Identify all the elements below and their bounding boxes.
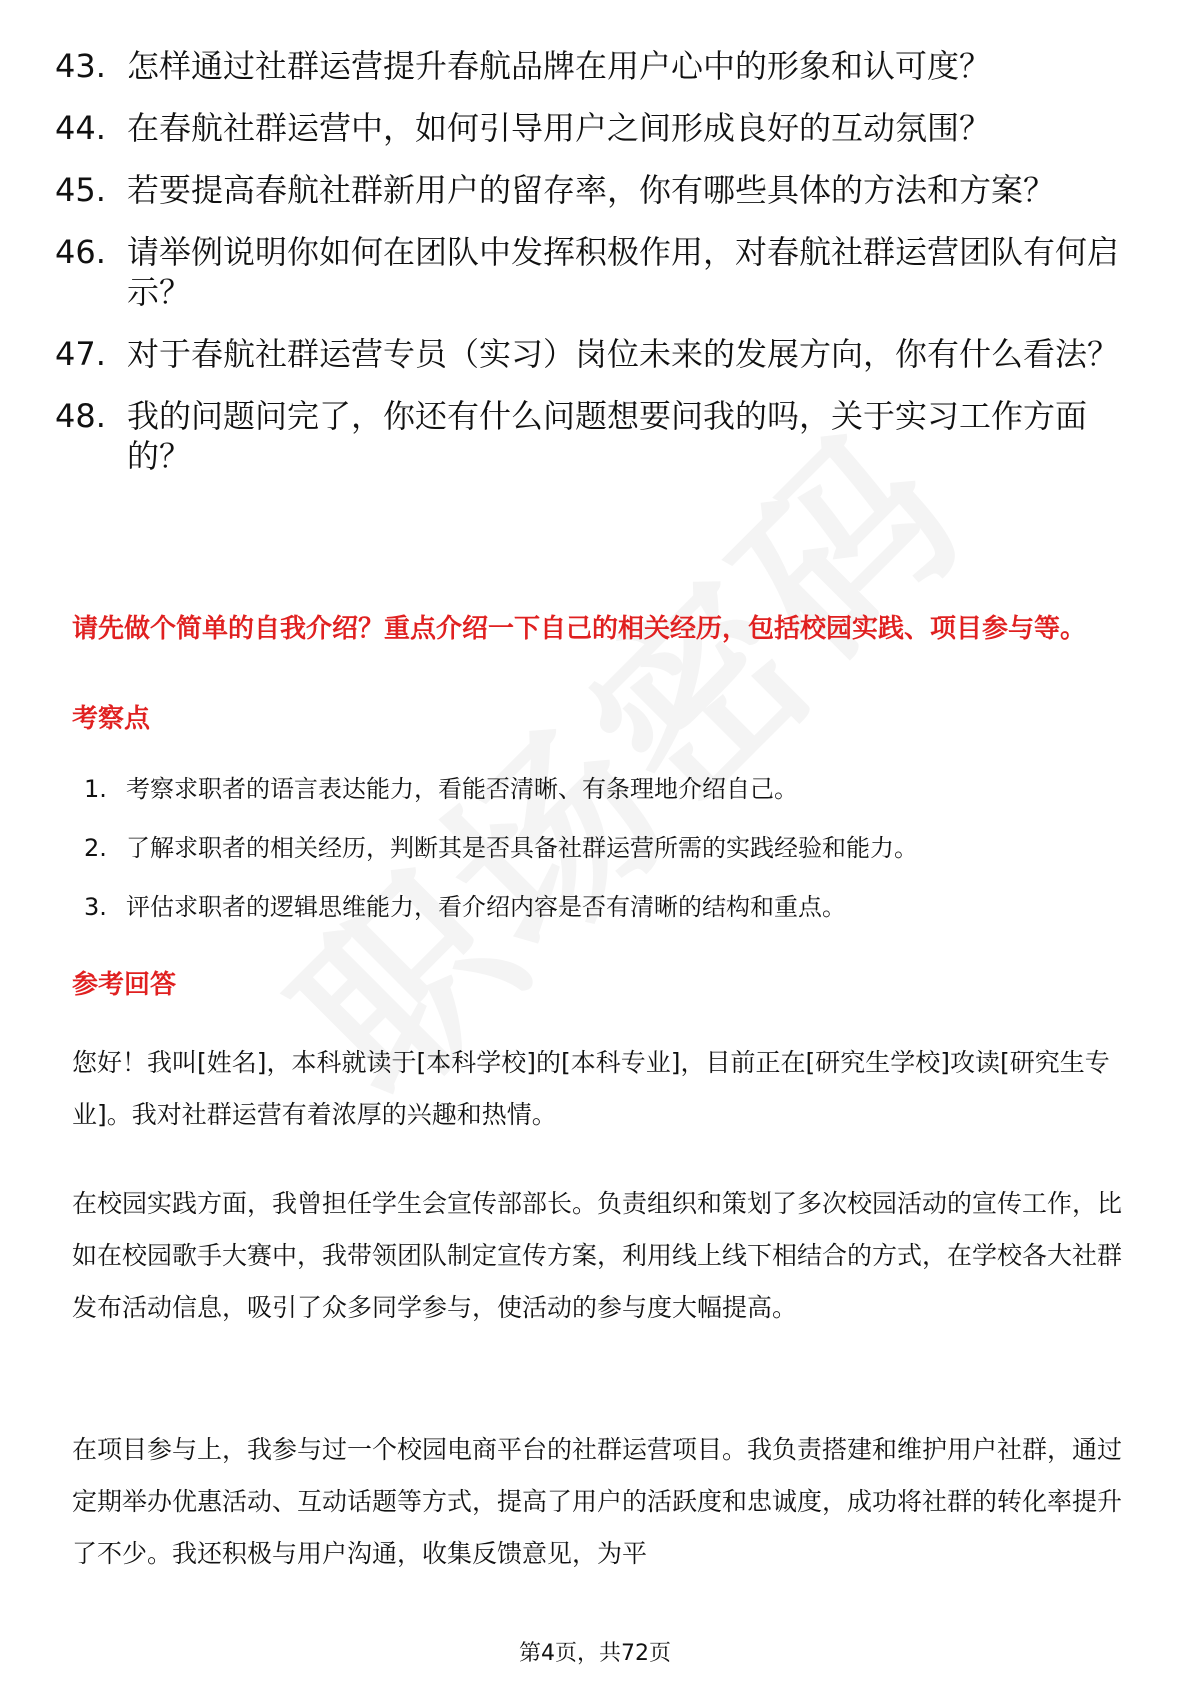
section-title-assessment: 考察点 xyxy=(72,704,151,734)
section-title-answer: 参考回答 xyxy=(72,970,177,1000)
question-list xyxy=(55,46,1125,498)
answer-paragraph: 在校园实践方面，我曾担任学生会宣传部部长。负责组织和策划了多次校园活动的宣传工作，比如在校园歌手大赛中，我带领团队制定宣传方案，利用线上线下相结合的方式，在学校各大社群发布活动信息，吸引了众多同学参与，使活动的参与度大幅提高。 xyxy=(72,1189,1123,1322)
point-number: 1. xyxy=(84,775,107,803)
question-text: 请举例说明你如何在团队中发挥积极作用，对春航社群运营团队有何启示？ xyxy=(127,233,1120,311)
interview-question-heading: 请先做个简单的自我介绍？重点介绍一下自己的相关经历，包括校园实践、项目参与等。 xyxy=(72,614,1087,644)
question-number: 47. xyxy=(55,335,106,373)
question-item xyxy=(55,108,1125,148)
point-text: 考察求职者的语言表达能力，看能否清晰、有条理地介绍自己。 xyxy=(126,775,798,803)
assessment-point xyxy=(84,831,1114,865)
point-number: 3. xyxy=(84,893,107,921)
question-text: 我的问题问完了，你还有什么问题想要问我的吗，关于实习工作方面的？ xyxy=(127,397,1088,475)
question-number: 45. xyxy=(55,171,106,209)
page-footer: 第4页，共72页 xyxy=(519,1641,671,1666)
question-item xyxy=(55,46,1125,86)
assessment-point-list xyxy=(84,772,1114,949)
question-number: 48. xyxy=(55,397,106,435)
question-item xyxy=(55,170,1125,210)
question-text: 若要提高春航社群新用户的留存率，你有哪些具体的方法和方案？ xyxy=(127,171,1056,209)
assessment-point xyxy=(84,890,1114,924)
question-item xyxy=(55,232,1125,312)
question-number: 46. xyxy=(55,233,106,271)
question-text: 在春航社群运营中，如何引导用户之间形成良好的互动氛围？ xyxy=(127,109,992,147)
question-text: 对于春航社群运营专员（实习）岗位未来的发展方向，你有什么看法？ xyxy=(127,335,1120,373)
question-number: 44. xyxy=(55,109,106,147)
point-text: 了解求职者的相关经历，判断其是否具备社群运营所需的实践经验和能力。 xyxy=(126,834,918,862)
answer-paragraph: 在项目参与上，我参与过一个校园电商平台的社群运营项目。我负责搭建和维护用户社群，通过定期举办优惠活动、互动话题等方式，提高了用户的活跃度和忠诚度，成功将社群的转化率提升了不少。我还积极与用户沟通，收集反馈意见，为平 xyxy=(72,1435,1123,1568)
question-text: 怎样通过社群运营提升春航品牌在用户心中的形象和认可度？ xyxy=(127,47,992,85)
point-number: 2. xyxy=(84,834,107,862)
answer-paragraph: 您好！我叫[姓名]，本科就读于[本科学校]的[本科专业]，目前正在[研究生学校]攻读[研究生专业]。我对社群运营有着浓厚的兴趣和热情。 xyxy=(72,1048,1110,1129)
point-text: 评估求职者的逻辑思维能力，看介绍内容是否有清晰的结构和重点。 xyxy=(126,893,846,921)
question-item xyxy=(55,396,1125,476)
assessment-point xyxy=(84,772,1114,806)
question-number: 43. xyxy=(55,47,106,85)
question-item xyxy=(55,334,1125,374)
